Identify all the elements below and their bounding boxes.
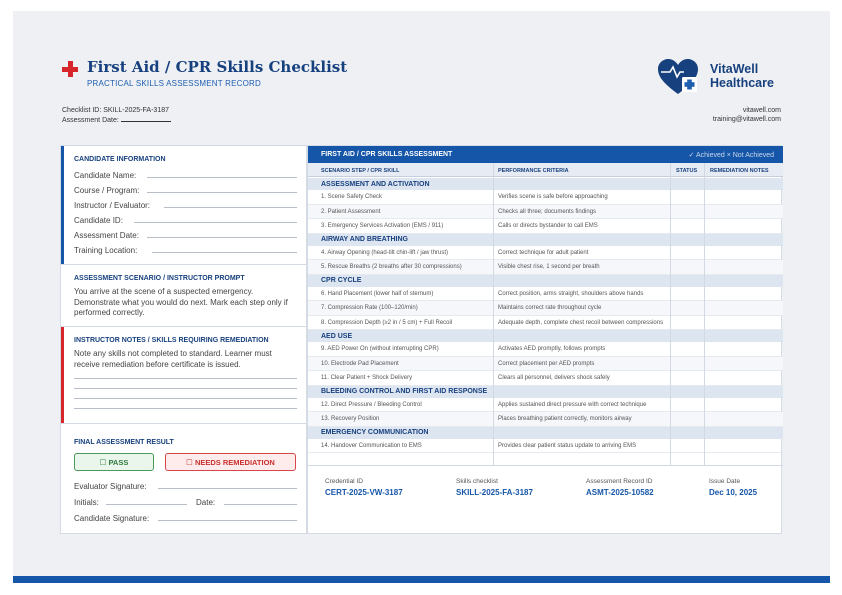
brand-name: VitaWell Healthcare xyxy=(710,62,774,90)
performance-criteria: Applies sustained direct pressure with correct technique xyxy=(498,401,647,408)
performance-criteria: Clears all personnel, delivers shock safely xyxy=(498,375,610,381)
final-result-heading: FINAL ASSESSMENT RESULT xyxy=(74,439,174,446)
category-row: AED USE xyxy=(308,330,783,342)
status-cell[interactable] xyxy=(671,219,704,234)
remediation-notes-cell[interactable] xyxy=(705,246,783,261)
column-divider xyxy=(670,163,671,465)
table-row xyxy=(308,260,783,275)
table-row xyxy=(308,219,783,234)
skill-step: 12. Direct Pressure / Bleeding Control xyxy=(321,401,422,408)
category-row: ASSESSMENT AND ACTIVATION xyxy=(308,178,783,190)
skills-checklist-block: Skills checklist SKILL-2025-FA-3187 xyxy=(456,478,533,497)
notes-line[interactable] xyxy=(74,388,297,389)
skill-step: 14. Handover Communication to EMS xyxy=(321,442,422,449)
assessment-date-row xyxy=(62,115,171,125)
status-cell[interactable] xyxy=(671,246,704,261)
column-header-status: STATUS xyxy=(676,168,698,174)
evaluator-signature-field[interactable]: Evaluator Signature: xyxy=(74,482,297,491)
table-row xyxy=(308,190,783,205)
skill-step: 2. Patient Assessment xyxy=(321,208,381,215)
category-row: EMERGENCY COMMUNICATION xyxy=(308,427,783,439)
date-field[interactable]: Date: xyxy=(196,498,297,507)
performance-criteria: Provides clear patient status update to arriving EMS xyxy=(498,442,637,449)
skill-step: 11. Clear Patient + Shock Delivery xyxy=(321,375,413,381)
brand-email[interactable]: training@vitawell.com xyxy=(712,116,781,123)
candidate-id-field[interactable]: Candidate ID: xyxy=(74,216,297,225)
status-cell[interactable] xyxy=(671,371,704,386)
remediation-notes-cell[interactable] xyxy=(705,190,783,205)
status-cell[interactable] xyxy=(671,301,704,316)
credential-id-value: CERT-2025-VW-3187 xyxy=(325,488,403,497)
notes-line[interactable] xyxy=(74,408,297,409)
table-row xyxy=(308,412,783,427)
bottom-accent-bar xyxy=(13,576,830,583)
performance-criteria: Checks all three; documents findings xyxy=(498,208,597,215)
remediation-notes-cell[interactable] xyxy=(705,260,783,275)
performance-criteria: Maintains correct rate throughout cycle xyxy=(498,305,602,311)
table-row xyxy=(308,439,783,454)
performance-criteria: Correct technique for adult patient xyxy=(498,249,589,256)
left-column xyxy=(60,145,307,534)
candidate-info-section xyxy=(61,146,308,265)
remediation-notes-cell[interactable] xyxy=(705,357,783,372)
scenario-section xyxy=(61,265,308,327)
remediation-notes-cell[interactable] xyxy=(705,439,783,454)
skill-step: 5. Rescue Breaths (2 breaths after 30 compressions) xyxy=(321,264,462,270)
credential-footer xyxy=(308,465,783,535)
table-row xyxy=(308,316,783,331)
category-row: BLEEDING CONTROL AND FIRST AID RESPONSE xyxy=(308,386,783,398)
scenario-text: You arrive at the scene of a suspected emergency. Demonstrate what you would do next. Mark each step only if performed correctly. xyxy=(74,287,288,317)
brand-website[interactable]: vitawell.com xyxy=(742,107,781,114)
red-cross-icon xyxy=(62,61,78,77)
table-row xyxy=(308,371,783,386)
scenario-heading: ASSESSMENT SCENARIO / INSTRUCTOR PROMPT xyxy=(74,275,245,282)
document-subtitle: PRACTICAL SKILLS ASSESSMENT RECORD xyxy=(87,79,261,88)
remediation-notes-cell[interactable] xyxy=(705,398,783,413)
heart-plus-logo-icon xyxy=(657,58,699,96)
needs-remediation-checkbox[interactable]: ☐ NEEDS REMEDIATION xyxy=(165,453,296,471)
status-cell[interactable] xyxy=(671,439,704,454)
credential-id-block: Credential ID CERT-2025-VW-3187 xyxy=(325,478,403,497)
skill-step: 9. AED Power On (without interrupting CPR) xyxy=(321,346,439,352)
status-cell[interactable] xyxy=(671,357,704,372)
brand-contact xyxy=(713,106,781,124)
issue-date-block: Issue Date Dec 10, 2025 xyxy=(709,478,758,497)
remediation-notes-cell[interactable] xyxy=(705,371,783,386)
assessment-record-value: ASMT-2025-10582 xyxy=(586,488,654,497)
performance-criteria: Correct placement per AED prompts xyxy=(498,360,595,367)
performance-criteria: Places breathing patient correctly, monitors airway xyxy=(498,416,632,422)
skill-step: 1. Scene Safety Check xyxy=(321,194,383,200)
column-header-notes: REMEDIATION NOTES xyxy=(710,168,769,174)
column-header-criteria: PERFORMANCE CRITERIA xyxy=(498,168,569,174)
skills-checklist-value: SKILL-2025-FA-3187 xyxy=(456,488,533,497)
status-cell[interactable] xyxy=(671,260,704,275)
performance-criteria: Activates AED promptly, follows prompts xyxy=(498,346,606,352)
section-accent xyxy=(61,327,64,423)
table-row xyxy=(308,398,783,413)
table-row xyxy=(308,342,783,357)
pass-checkbox[interactable]: ☐ PASS xyxy=(74,453,154,471)
document-meta xyxy=(62,106,171,125)
skill-step: 8. Compression Depth (≥2 in / 5 cm) + Full Recoil xyxy=(321,319,453,326)
table-row xyxy=(308,357,783,372)
performance-criteria: Adequate depth, complete chest recoil between compressions xyxy=(498,319,664,326)
skill-step: 10. Electrode Pad Placement xyxy=(321,360,399,367)
performance-criteria: Verifies scene is safe before approaching xyxy=(498,194,608,200)
status-cell[interactable] xyxy=(671,342,704,357)
status-cell[interactable] xyxy=(671,398,704,413)
candidate-name-field[interactable]: Candidate Name: xyxy=(74,171,297,180)
candidate-info-heading: CANDIDATE INFORMATION xyxy=(74,156,166,163)
table-header-bar xyxy=(308,146,783,163)
skill-step: 13. Recovery Position xyxy=(321,416,380,422)
performance-criteria: Calls or directs bystander to call EMS xyxy=(498,223,598,229)
assessment-date-field[interactable]: Assessment Date: xyxy=(74,231,297,240)
status-cell[interactable] xyxy=(671,316,704,331)
final-result-section xyxy=(61,424,308,535)
table-row xyxy=(308,301,783,316)
instructor-notes-heading: INSTRUCTOR NOTES / SKILLS REQUIRING REMEDIATION xyxy=(74,337,269,344)
category-row: CPR CYCLE xyxy=(308,275,783,287)
instructor-evaluator-field[interactable]: Instructor / Evaluator: xyxy=(74,201,297,210)
notes-line[interactable] xyxy=(74,378,297,379)
notes-line[interactable] xyxy=(74,398,297,399)
training-location-field[interactable]: Training Location: xyxy=(74,246,297,255)
column-header-step: SCENARIO STEP / CPR SKILL xyxy=(321,168,400,174)
table-title: FIRST AID / CPR SKILLS ASSESSMENT xyxy=(321,151,453,158)
status-cell[interactable] xyxy=(671,190,704,205)
instructor-notes-text: Note any skills not completed to standard. Learner must receive remediation before certificate is issued. xyxy=(74,349,272,369)
column-divider xyxy=(704,163,705,465)
table-row xyxy=(308,205,783,220)
candidate-signature-field[interactable]: Candidate Signature: xyxy=(74,514,297,523)
skill-step: 7. Compression Rate (100–120/min) xyxy=(321,305,418,311)
remediation-notes-cell[interactable] xyxy=(705,316,783,331)
remediation-notes-cell[interactable] xyxy=(705,205,783,220)
issue-date-value: Dec 10, 2025 xyxy=(709,488,758,497)
course-program-field[interactable]: Course / Program: xyxy=(74,186,297,195)
skill-step: 6. Hand Placement (lower half of sternum) xyxy=(321,290,434,297)
remediation-notes-cell[interactable] xyxy=(705,301,783,316)
assessment-record-block: Assessment Record ID ASMT-2025-10582 xyxy=(586,478,654,497)
performance-criteria: Visible chest rise, 1 second per breath xyxy=(498,264,600,270)
category-row: AIRWAY AND BREATHING xyxy=(308,234,783,246)
document-title: First Aid / CPR Skills Checklist xyxy=(87,58,348,76)
remediation-notes-cell[interactable] xyxy=(705,412,783,427)
performance-criteria: Correct position, arms straight, shoulders above hands xyxy=(498,290,644,297)
column-header-row xyxy=(308,163,783,177)
remediation-notes-cell[interactable] xyxy=(705,219,783,234)
table-row xyxy=(308,287,783,302)
skills-assessment-panel xyxy=(307,145,782,534)
status-cell[interactable] xyxy=(671,205,704,220)
assessment-date-blank[interactable] xyxy=(121,115,171,122)
section-accent xyxy=(61,146,64,264)
table-row xyxy=(308,246,783,261)
remediation-notes-cell[interactable] xyxy=(705,342,783,357)
checklist-id: Checklist ID: SKILL-2025-FA-3187 xyxy=(62,107,169,114)
status-cell[interactable] xyxy=(671,412,704,427)
instructor-notes-section xyxy=(61,327,308,424)
remediation-notes-cell[interactable] xyxy=(705,287,783,302)
skill-step: 4. Airway Opening (head-tilt chin-lift / jaw thrust) xyxy=(321,249,449,256)
status-cell[interactable] xyxy=(671,287,704,302)
skill-step: 3. Emergency Services Activation (EMS / 911) xyxy=(321,223,444,229)
column-divider xyxy=(493,163,494,465)
assessment-date-label: Assessment Date: xyxy=(62,117,119,124)
status-legend: ✓ Achieved × Not Achieved xyxy=(688,152,774,159)
initials-field[interactable]: Initials: xyxy=(74,498,187,507)
